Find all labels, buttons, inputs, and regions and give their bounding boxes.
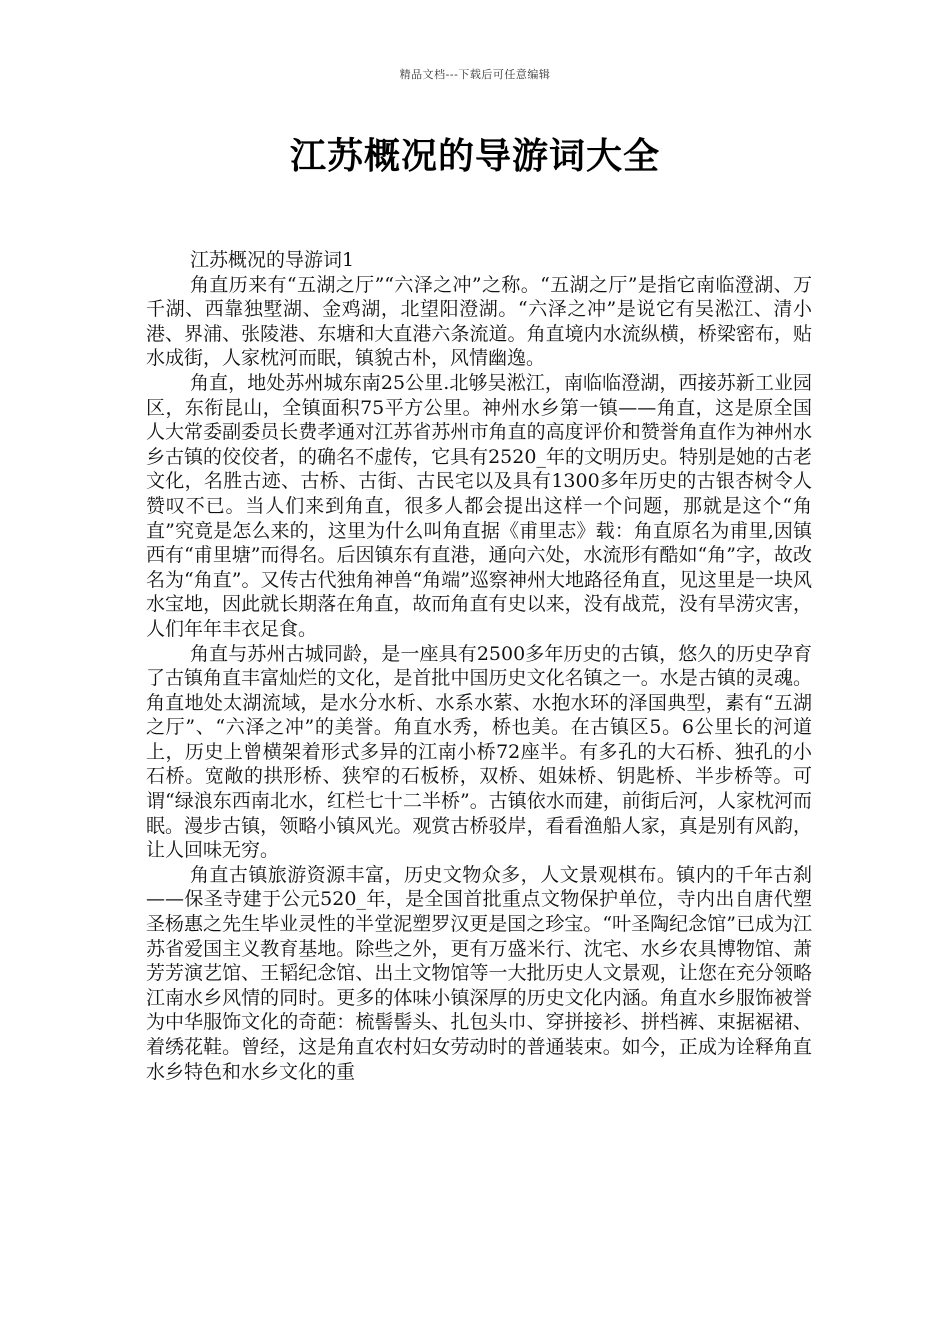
section-heading: 江苏概况的导游词1: [190, 249, 355, 271]
paragraph-3: 角直与苏州古城同龄，是一座具有2500多年历史的古镇，悠久的历史孕育了古镇角直丰富灿烂的文化，是首批中国历史文化名镇之一。水是古镇的灵魂。角直地处太湖流域，是水分水析、水系水萦、水抱水环的泽国典型，素有“五湖之厅”、“六泽之冲”的美誉。角直水秀，桥也美。在古镇区5。6公里长的河道上，历史上曾横架着形式多异的江南小桥72座半。有多孔的大石桥、独孔的小石桥。宽敞的拱形桥、狭窄的石板桥，双桥、姐妹桥、钥匙桥、半步桥等。可谓“绿浪东西南北水，红栏七十二半桥”。古镇依水而建，前街后河，人家枕河而眠。漫步古镇，领略小镇风光。观赏古桥驳岸，看看渔船人家，真是别有风韵，让人回味无穷。: [146, 642, 812, 862]
page-header-note: 精品文档---下载后可任意编辑: [399, 68, 551, 81]
paragraph-4: 角直古镇旅游资源丰富，历史文物众多，人文景观棋布。镇内的千年古刹——保圣寺建于公元520_年，是全国首批重点文物保护单位，寺内出自唐代塑圣杨惠之先生毕业灵性的半堂泥塑罗汉更是国之珍宝。“叶圣陶纪念馆”已成为江苏省爱国主义教育基地。除些之外，更有万盛米行、沈宅、水乡农具博物馆、萧芳芳演艺馆、王韬纪念馆、出土文物馆等一大批历史人文景观，让您在充分领略江南水乡风情的同时。更多的体味小镇深厚的历史文化内涵。角直水乡服饰被誉为中华服饰文化的奇葩：梳髻髻头、扎包头巾、穿拼接衫、拼档裤、束据裾裙、着绣花鞋。曾经，这是角直农村妇女劳动时的普通装束。如今，正成为诠释角直水乡特色和水乡文化的重: [146, 863, 812, 1083]
document-title: 江苏概况的导游词大全: [289, 136, 660, 177]
document-body: [146, 248, 812, 1084]
paragraph-1: 角直历来有“五湖之厅”“六泽之冲”之称。“五湖之厅”是指它南临澄湖、万千湖、西靠独墅湖、金鸡湖，北望阳澄湖。“六泽之冲”是说它有吴淞江、清小港、界浦、张陵港、东塘和大直港六条流道。角直境内水流纵横，桥梁密布，贴水成街，人家枕河而眠，镇貌古朴，风情幽逸。: [146, 273, 812, 370]
paragraph-2: 角直，地处苏州城东南25公里.北够吴淞江，南临临澄湖，西接苏新工业园区，东衔昆山，全镇面积75平方公里。神州水乡第一镇——角直，这是原全国人大常委副委员长费孝通对江苏省苏州市角直的高度评价和赞誉角直作为神州水乡古镇的佼佼者，的确名不虚传，它具有2520_年的文明历史。特别是她的古老文化，名胜古迹、古桥、古街、古民宅以及具有1300多年历史的古银杏树令人赞叹不已。当人们来到角直，很多人都会提出这样一个问题，那就是这个“角直”究竟是怎么来的，这里为什么叫角直据《甫里志》载：角直原名为甫里,因镇西有“甫里塘”而得名。后因镇东有直港，通向六处，水流形有酷如“角”字，故改名为“角直”。又传古代独角神兽“角端”巡察神州大地路径角直，见这里是一块风水宝地，因此就长期落在角直，故而角直有史以来，没有战荒，没有旱涝灾害，人们年年丰衣足食。: [146, 371, 812, 640]
